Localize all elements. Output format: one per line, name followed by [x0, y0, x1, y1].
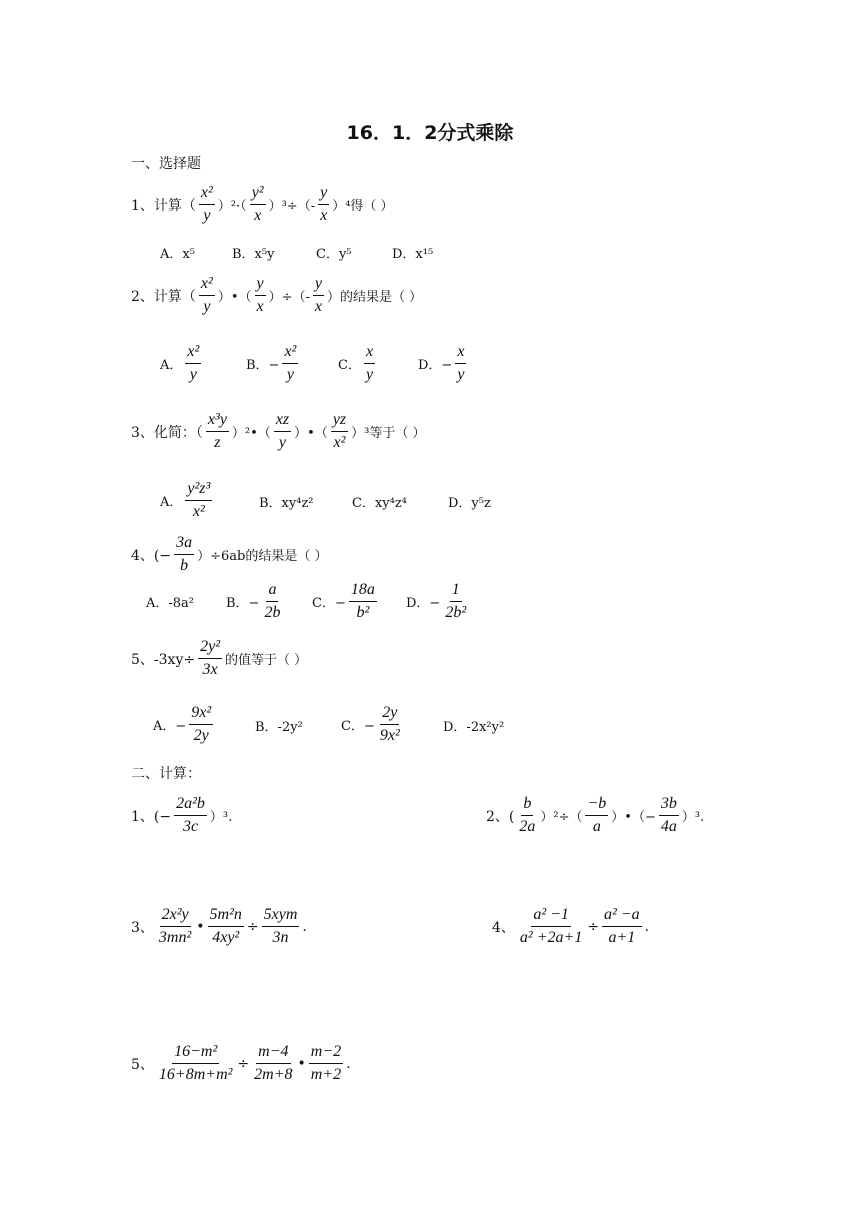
question-4	[131, 533, 327, 576]
q2-prefix: 2、计算（	[131, 288, 196, 305]
question-2	[131, 274, 422, 317]
numerator: y	[318, 183, 329, 205]
numerator: 2y²	[198, 637, 222, 659]
q2-fraction-2	[255, 274, 266, 317]
numerator: 2a²b	[174, 794, 207, 816]
numerator: a	[266, 580, 278, 602]
numerator: 18a	[349, 580, 377, 602]
q3-option-c: C．xy⁴z⁴	[352, 496, 407, 511]
q2-option-d	[418, 342, 469, 385]
denominator: y	[278, 434, 287, 451]
c4-fraction-1	[518, 905, 584, 948]
numerator: a² −a	[602, 905, 642, 927]
denominator: a² +2a+1	[519, 929, 583, 946]
q2-option-b	[246, 342, 301, 385]
c2-fraction-1	[517, 794, 537, 837]
q4-option-b	[226, 580, 285, 623]
denominator: a+1	[608, 929, 636, 946]
denominator: 2y	[193, 727, 209, 744]
denominator: x²	[192, 503, 205, 520]
denominator: 3x	[202, 661, 218, 678]
calc-4	[492, 905, 649, 948]
c2-text-3: ）³.	[681, 810, 705, 825]
denominator: y	[365, 366, 374, 383]
q5-prefix: 5、-3xy÷	[131, 651, 196, 668]
q2-fraction-1	[199, 274, 215, 317]
numerator: 3b	[659, 794, 679, 816]
q2-text-3: ）的结果是（ ）	[327, 290, 423, 305]
denominator: 3mn²	[158, 929, 192, 946]
q1-fraction-3	[318, 183, 329, 226]
denominator: z	[214, 434, 221, 451]
q2-text-2: ）÷（-	[268, 290, 310, 305]
denominator: y	[203, 207, 211, 224]
question-5	[131, 637, 307, 680]
q2-option-c	[338, 342, 378, 385]
c4-operator: ÷	[587, 918, 600, 935]
numerator: 5xym	[262, 905, 300, 927]
numerator: x²	[185, 342, 201, 364]
option-label: B．−	[226, 596, 260, 611]
q1-fraction-2	[250, 183, 266, 226]
q5-fraction	[198, 637, 222, 680]
q3-fraction-3	[331, 410, 348, 453]
q1-text-2: ）³÷（-	[268, 199, 316, 214]
q4-option-c	[312, 580, 380, 623]
c1-prefix: 1、(−	[131, 808, 172, 825]
q3-text-2: ）•（	[294, 426, 328, 441]
option-fraction	[189, 703, 213, 746]
denominator: 4a	[660, 818, 677, 835]
denominator: b²	[356, 604, 370, 621]
q3-text-3: ）³等于（ ）	[351, 426, 426, 441]
option-fraction	[378, 703, 402, 746]
c5-operator-1: ÷	[237, 1055, 250, 1072]
denominator: b	[180, 557, 189, 574]
q1-text-1: ）²·（	[217, 199, 247, 214]
c5-fraction-2	[252, 1042, 294, 1085]
c3-end: .	[302, 918, 307, 935]
calc-2	[486, 794, 704, 837]
q3-option-b: B．xy⁴z²	[259, 496, 314, 511]
denominator: a	[592, 818, 601, 835]
c3-fraction-3	[262, 905, 300, 948]
denominator: 2b²	[445, 604, 467, 621]
c2-fraction-3	[659, 794, 679, 837]
numerator: x³y	[206, 410, 229, 432]
c3-prefix: 3、	[131, 919, 154, 936]
denominator: y	[457, 366, 465, 383]
section-choice-heading: 一、选择题	[131, 156, 201, 172]
question-1	[131, 183, 394, 226]
numerator: y	[313, 274, 324, 296]
q5-option-d: D．-2x²y²	[443, 720, 505, 735]
q2-text-1: ）•（	[217, 290, 252, 305]
denominator: 2b	[264, 604, 281, 621]
q5-option-c	[341, 703, 405, 746]
q4-option-a: A．-8a²	[146, 596, 195, 611]
q2-option-a	[160, 342, 204, 385]
numerator: x²	[282, 342, 298, 364]
numerator: 2y	[380, 703, 399, 725]
q5-option-a	[153, 703, 216, 746]
c3-fraction-1	[157, 905, 193, 948]
numerator: −b	[585, 794, 608, 816]
numerator: 1	[450, 580, 462, 602]
c2-fraction-2	[585, 794, 608, 837]
q3-text-1: ）²•（	[231, 426, 271, 441]
denominator: x	[254, 207, 262, 224]
c2-prefix: 2、(	[486, 808, 515, 825]
option-label: A．	[160, 495, 183, 510]
q1-prefix: 1、计算（	[131, 197, 196, 214]
q3-option-a	[160, 479, 215, 522]
option-label: D．−	[406, 596, 441, 611]
c4-end: .	[644, 918, 650, 935]
numerator: 16−m²	[172, 1042, 219, 1064]
numerator: y	[255, 274, 266, 296]
denominator: 4xy²	[212, 929, 240, 946]
option-fraction	[282, 342, 298, 385]
q4-text: ）÷6ab的结果是（ ）	[197, 549, 328, 564]
numerator: b	[521, 794, 533, 816]
q1-option-a: A．x⁵	[160, 247, 195, 262]
numerator: 9x²	[189, 703, 213, 725]
denominator: x	[320, 207, 328, 224]
numerator: y²	[250, 183, 266, 205]
c4-prefix: 4、	[492, 919, 515, 936]
numerator: x²	[199, 183, 215, 205]
question-3	[131, 410, 426, 453]
numerator: x	[364, 342, 375, 364]
section-calc-heading: 二、计算：	[131, 766, 201, 782]
page-title: 16．1．2分式乘除	[346, 122, 514, 144]
denominator: x²	[333, 434, 346, 451]
q4-option-d	[406, 580, 471, 623]
denominator: 2a	[519, 818, 536, 835]
q1-option-d: D．x¹⁵	[392, 247, 434, 262]
q3-option-d: D．y⁵z	[448, 496, 491, 511]
numerator: xz	[274, 410, 291, 432]
q5-option-b: B．-2y²	[255, 720, 303, 735]
q5-text: 的值等于（ ）	[225, 653, 308, 668]
denominator: 2m+8	[254, 1066, 293, 1083]
denominator: m+2	[310, 1066, 342, 1083]
numerator: y²z³	[185, 479, 212, 501]
option-fraction	[364, 342, 375, 385]
denominator: 3c	[182, 818, 199, 835]
q2-fraction-3	[313, 274, 324, 317]
numerator: yz	[331, 410, 348, 432]
option-label: D．−	[418, 358, 453, 373]
c5-end: .	[346, 1055, 351, 1072]
c1-text: ）³.	[209, 810, 233, 825]
c5-operator-2: •	[297, 1055, 306, 1072]
calc-3	[131, 905, 307, 948]
option-fraction	[349, 580, 377, 623]
q3-prefix: 3、化简：（	[131, 424, 203, 441]
c5-fraction-1	[157, 1042, 235, 1085]
c3-operator-1: •	[196, 918, 205, 935]
denominator: 3n	[272, 929, 289, 946]
denominator: 9x²	[379, 727, 400, 744]
q4-fraction	[174, 533, 194, 576]
option-label: A．	[160, 358, 183, 373]
numerator: x	[455, 342, 466, 364]
c3-fraction-2	[208, 905, 244, 948]
numerator: 2x²y	[160, 905, 191, 927]
c5-fraction-3	[309, 1042, 343, 1085]
option-fraction	[185, 342, 201, 385]
option-fraction	[185, 479, 212, 522]
option-label: B．−	[246, 358, 280, 373]
q4-prefix: 4、(−	[131, 547, 172, 564]
option-fraction	[262, 580, 282, 623]
option-label: C．	[338, 358, 361, 373]
numerator: 3a	[174, 533, 194, 555]
c1-fraction	[174, 794, 207, 837]
c2-text-1: ）²÷（	[540, 810, 583, 825]
numerator: 5m²n	[208, 905, 244, 927]
denominator: 16+8m+m²	[158, 1066, 233, 1083]
c5-prefix: 5、	[131, 1056, 154, 1073]
denominator: y	[189, 366, 197, 383]
numerator: m−4	[256, 1042, 290, 1064]
numerator: m−2	[309, 1042, 343, 1064]
q1-text-3: ）⁴得（ ）	[332, 199, 394, 214]
q1-fraction-1	[199, 183, 215, 226]
q3-fraction-1	[206, 410, 229, 453]
numerator: x²	[199, 274, 215, 296]
option-fraction	[443, 580, 468, 623]
c2-text-2: ）•（−	[611, 810, 656, 825]
option-label: C．−	[341, 719, 375, 734]
q1-option-b: B．x⁵y	[232, 247, 275, 262]
denominator: x	[314, 298, 323, 315]
c4-fraction-2	[602, 905, 642, 948]
calc-5	[131, 1042, 351, 1085]
denominator: x	[256, 298, 264, 315]
option-fraction	[455, 342, 466, 385]
q1-option-c: C．y⁵	[316, 247, 352, 262]
denominator: y	[286, 366, 294, 383]
calc-1	[131, 794, 232, 837]
denominator: y	[203, 298, 211, 315]
option-label: A．−	[153, 719, 187, 734]
numerator: a² −1	[531, 905, 571, 927]
q3-fraction-2	[274, 410, 291, 453]
option-label: C．−	[312, 596, 346, 611]
c3-operator-2: ÷	[246, 918, 259, 935]
